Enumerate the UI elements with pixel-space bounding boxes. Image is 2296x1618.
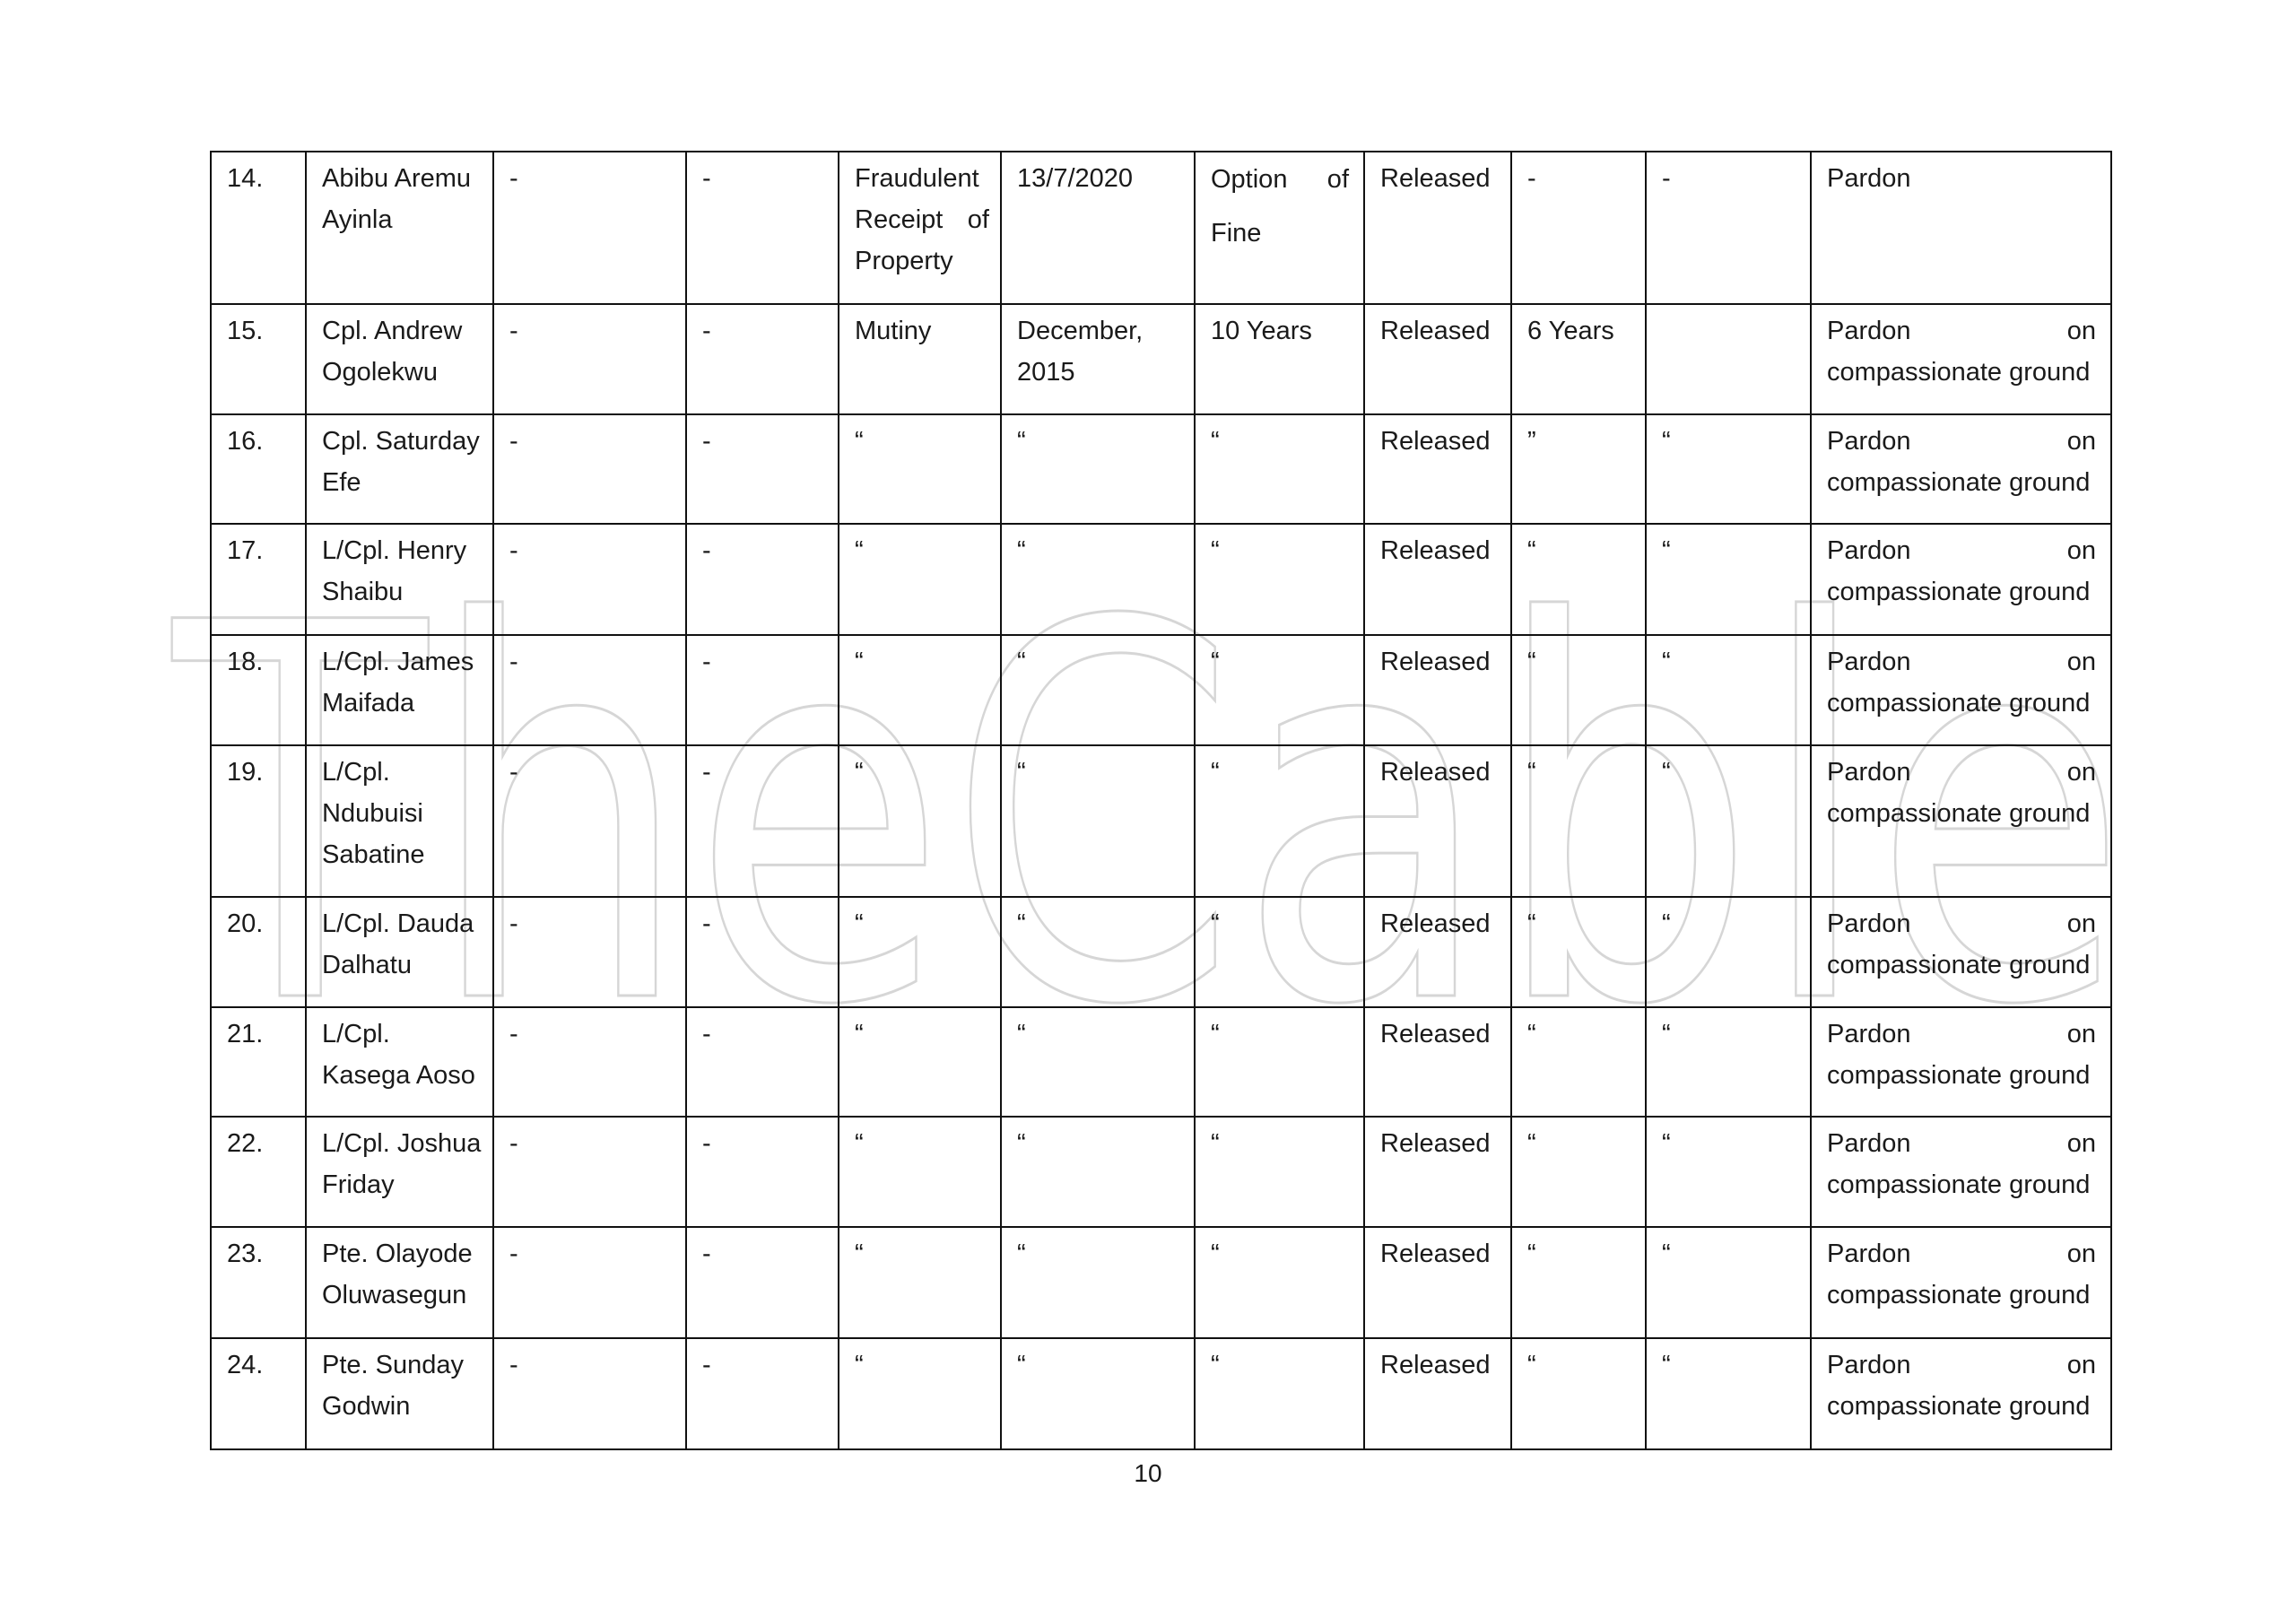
cell-status: Released: [1364, 414, 1511, 524]
cell-name: L/Cpl. Joshua Friday: [306, 1117, 493, 1227]
cell-serial-number: 22.: [211, 1117, 306, 1227]
cell-sentence: “: [1195, 1007, 1364, 1117]
cell-offence: “: [839, 524, 1001, 635]
table-body: [211, 152, 2111, 1449]
cell-status: Released: [1364, 745, 1511, 897]
cell-column-10: “: [1646, 414, 1811, 524]
cell-column-10: “: [1646, 635, 1811, 745]
cell-sentence: 10 Years: [1195, 304, 1364, 414]
cell-sentence: “: [1195, 524, 1364, 635]
cell-date: “: [1001, 1227, 1195, 1338]
table-row: [211, 1007, 2111, 1117]
cell-name: Pte. Sunday Godwin: [306, 1338, 493, 1449]
cell-status: Released: [1364, 1117, 1511, 1227]
cell-sentence: “: [1195, 414, 1364, 524]
cell-status: Released: [1364, 1227, 1511, 1338]
cell-column-9: “: [1511, 1007, 1646, 1117]
cell-remark: Pardon on compassionate ground: [1811, 897, 2111, 1007]
cell-offence: “: [839, 635, 1001, 745]
cell-serial-number: 16.: [211, 414, 306, 524]
cell-column-10: “: [1646, 1117, 1811, 1227]
cell-date: “: [1001, 414, 1195, 524]
cell-serial-number: 14.: [211, 152, 306, 304]
cell-remark: Pardon on compassionate ground: [1811, 1007, 2111, 1117]
table-row: [211, 152, 2111, 304]
cell-name: Cpl. Saturday Efe: [306, 414, 493, 524]
cell-serial-number: 15.: [211, 304, 306, 414]
cell-name: L/Cpl. Dauda Dalhatu: [306, 897, 493, 1007]
cell-remark: Pardon on compassionate ground: [1811, 1117, 2111, 1227]
cell-offence: Mutiny: [839, 304, 1001, 414]
cell-column-4: -: [686, 897, 839, 1007]
table-row: [211, 1338, 2111, 1449]
cell-offence: “: [839, 745, 1001, 897]
cell-column-10: “: [1646, 1007, 1811, 1117]
cell-sentence: “: [1195, 635, 1364, 745]
cell-sentence: “: [1195, 897, 1364, 1007]
cell-column-10: -: [1646, 152, 1811, 304]
cell-date: December, 2015: [1001, 304, 1195, 414]
cell-column-9: “: [1511, 1117, 1646, 1227]
cell-status: Released: [1364, 524, 1511, 635]
cell-serial-number: 18.: [211, 635, 306, 745]
cell-date: “: [1001, 524, 1195, 635]
cell-remark: Pardon on compassionate ground: [1811, 304, 2111, 414]
cell-column-3: -: [493, 635, 686, 745]
cell-date: “: [1001, 1007, 1195, 1117]
cell-offence: “: [839, 897, 1001, 1007]
cell-column-3: -: [493, 414, 686, 524]
cell-offence: “: [839, 1227, 1001, 1338]
cell-serial-number: 20.: [211, 897, 306, 1007]
cell-column-10: “: [1646, 524, 1811, 635]
table-row: [211, 745, 2111, 897]
cell-name: L/Cpl. Henry Shaibu: [306, 524, 493, 635]
cell-date: “: [1001, 1117, 1195, 1227]
cell-name: L/Cpl. James Maifada: [306, 635, 493, 745]
cell-column-3: -: [493, 1338, 686, 1449]
cell-column-10: “: [1646, 897, 1811, 1007]
cell-column-3: -: [493, 304, 686, 414]
cell-column-9: “: [1511, 745, 1646, 897]
cell-column-4: -: [686, 1117, 839, 1227]
table-row: [211, 524, 2111, 635]
cell-column-9: ”: [1511, 414, 1646, 524]
cell-column-4: -: [686, 1007, 839, 1117]
cell-column-9: “: [1511, 1227, 1646, 1338]
cell-sentence: “: [1195, 1117, 1364, 1227]
cell-name: L/Cpl. Kasega Aoso: [306, 1007, 493, 1117]
table-row: [211, 1227, 2111, 1338]
cell-column-3: -: [493, 1007, 686, 1117]
cell-column-4: -: [686, 1227, 839, 1338]
cell-column-9: 6 Years: [1511, 304, 1646, 414]
cell-column-3: -: [493, 524, 686, 635]
cell-column-10: “: [1646, 745, 1811, 897]
cell-sentence: “: [1195, 1338, 1364, 1449]
table-row: [211, 414, 2111, 524]
cell-column-4: -: [686, 152, 839, 304]
cell-column-3: -: [493, 897, 686, 1007]
cell-column-4: -: [686, 635, 839, 745]
cell-serial-number: 19.: [211, 745, 306, 897]
cell-column-4: -: [686, 414, 839, 524]
cell-column-9: “: [1511, 897, 1646, 1007]
cell-serial-number: 23.: [211, 1227, 306, 1338]
cell-name: L/Cpl. Ndubuisi Sabatine: [306, 745, 493, 897]
cell-remark: Pardon on compassionate ground: [1811, 635, 2111, 745]
cell-column-3: -: [493, 1117, 686, 1227]
cell-offence: “: [839, 1117, 1001, 1227]
cell-column-4: -: [686, 524, 839, 635]
cell-status: Released: [1364, 1338, 1511, 1449]
table-row: [211, 635, 2111, 745]
cell-remark: Pardon on compassionate ground: [1811, 1338, 2111, 1449]
cell-remark: Pardon on compassionate ground: [1811, 524, 2111, 635]
table-row: [211, 304, 2111, 414]
cell-offence: Fraudulent Receipt of Property: [839, 152, 1001, 304]
cell-remark: Pardon on compassionate ground: [1811, 745, 2111, 897]
release-list-table: [210, 151, 2112, 1450]
cell-column-3: -: [493, 1227, 686, 1338]
cell-status: Released: [1364, 897, 1511, 1007]
cell-remark: Pardon on compassionate ground: [1811, 1227, 2111, 1338]
cell-column-9: “: [1511, 1338, 1646, 1449]
cell-column-10: [1646, 304, 1811, 414]
table-row: [211, 1117, 2111, 1227]
cell-column-9: -: [1511, 152, 1646, 304]
table-row: [211, 897, 2111, 1007]
cell-name: Pte. Olayode Oluwasegun: [306, 1227, 493, 1338]
cell-name: Cpl. Andrew Ogolekwu: [306, 304, 493, 414]
cell-sentence: Option of Fine: [1195, 152, 1364, 304]
cell-serial-number: 21.: [211, 1007, 306, 1117]
cell-status: Released: [1364, 152, 1511, 304]
cell-serial-number: 17.: [211, 524, 306, 635]
cell-remark: Pardon: [1811, 152, 2111, 304]
watermark-text: TheCable: [166, 515, 2128, 1118]
cell-offence: “: [839, 1338, 1001, 1449]
cell-sentence: “: [1195, 745, 1364, 897]
cell-status: Released: [1364, 304, 1511, 414]
cell-column-4: -: [686, 304, 839, 414]
cell-column-3: -: [493, 745, 686, 897]
cell-offence: “: [839, 1007, 1001, 1117]
cell-column-9: “: [1511, 635, 1646, 745]
cell-column-10: “: [1646, 1227, 1811, 1338]
cell-remark: Pardon on compassionate ground: [1811, 414, 2111, 524]
cell-name: Abibu Aremu Ayinla: [306, 152, 493, 304]
cell-column-3: -: [493, 152, 686, 304]
cell-serial-number: 24.: [211, 1338, 306, 1449]
cell-offence: “: [839, 414, 1001, 524]
cell-column-4: -: [686, 745, 839, 897]
cell-sentence: “: [1195, 1227, 1364, 1338]
cell-date: “: [1001, 897, 1195, 1007]
cell-date: “: [1001, 635, 1195, 745]
cell-date: “: [1001, 745, 1195, 897]
cell-column-10: “: [1646, 1338, 1811, 1449]
cell-status: Released: [1364, 1007, 1511, 1117]
cell-date: “: [1001, 1338, 1195, 1449]
cell-column-4: -: [686, 1338, 839, 1449]
cell-status: Released: [1364, 635, 1511, 745]
page-number: 10: [1134, 1459, 1162, 1487]
cell-column-9: “: [1511, 524, 1646, 635]
cell-date: 13/7/2020: [1001, 152, 1195, 304]
